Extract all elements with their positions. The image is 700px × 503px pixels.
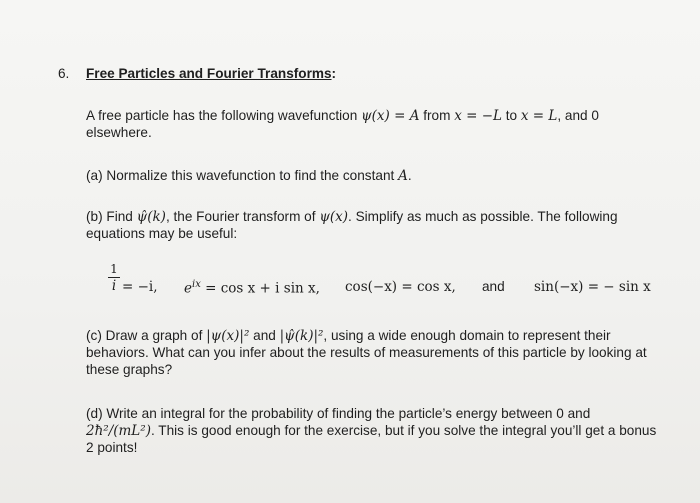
part-a-text: (a) Normalize this wavefunction to find the constant [86,168,399,183]
fraction-denominator: i [111,278,117,294]
part-d-math-energy: 2ħ²/(mL²) [86,423,151,439]
part-a-end: . [407,168,412,183]
problem-title-colon: : [331,66,337,81]
intro-text-a: A free particle has the following wavefunction [86,108,362,123]
equation-euler [184,279,320,297]
problem-title [86,66,336,81]
part-c-line-1 [86,327,611,345]
intro-math-upper: x = L [520,108,558,124]
intro-text-d: , and 0 [557,108,599,123]
part-c-text-a: (c) Draw a graph of [86,328,207,343]
part-c-line-2: behaviors. What can you infer about the results of measurements of this particle by looking at [86,345,647,360]
part-c-math-psi-sq: |ψ(x)|² [206,328,250,344]
fraction-numerator: 1 [110,262,118,276]
intro-math-psi: ψ(x) = A [361,108,420,124]
part-b-text-b: , the Fourier transform of [165,209,320,224]
part-a [86,167,412,185]
part-b-text-c: . Simplify as much as possible. The following [348,209,618,224]
part-c-text-b: and [249,328,280,343]
euler-rhs: = cos x + i sin x, [200,280,320,297]
intro-line-1 [86,107,599,125]
part-b-text-a: (b) Find [86,209,137,224]
part-d-line-1: (d) Write an integral for the probability of finding the particle’s energy between 0 and [86,406,591,421]
intro-math-lower: x = −L [454,108,502,124]
intro-text-c: to [502,108,521,123]
part-c-math-psi-hat-sq: |ψ̂(k)|² [279,328,324,344]
part-d-text: . This is good enough for the exercise, but if you solve the integral you’ll get a bonus [150,423,657,438]
part-b-math-psi: ψ(x) [319,209,349,225]
part-c-line-3: these graphs? [86,362,173,377]
intro-text-b: from [419,108,455,123]
intro-line-2: elsewhere. [86,125,152,140]
equation-sin-odd: sin(−x) = − sin x [534,279,651,295]
problem-number: 6. [58,66,70,81]
part-d-line-2 [86,422,656,440]
part-b-line-2: equations may be useful: [86,226,238,241]
part-b-math-psi-hat: ψ̂(k) [136,209,166,225]
equation-and: and [482,279,505,294]
equation-cos-even: cos(−x) = cos x, [345,279,456,295]
equation-reciprocal-i: = −i, [122,279,158,295]
euler-base: e [184,280,192,297]
part-c-text-c: , using a wide enough domain to represent their [323,328,611,343]
part-b-line-1 [86,208,618,226]
part-a-math: A [398,168,408,184]
euler-exponent: ix [192,279,201,290]
problem-title-text: Free Particles and Fourier Transforms [86,66,332,81]
part-d-line-3: 2 points! [86,440,138,455]
equation-fraction [108,262,120,293]
